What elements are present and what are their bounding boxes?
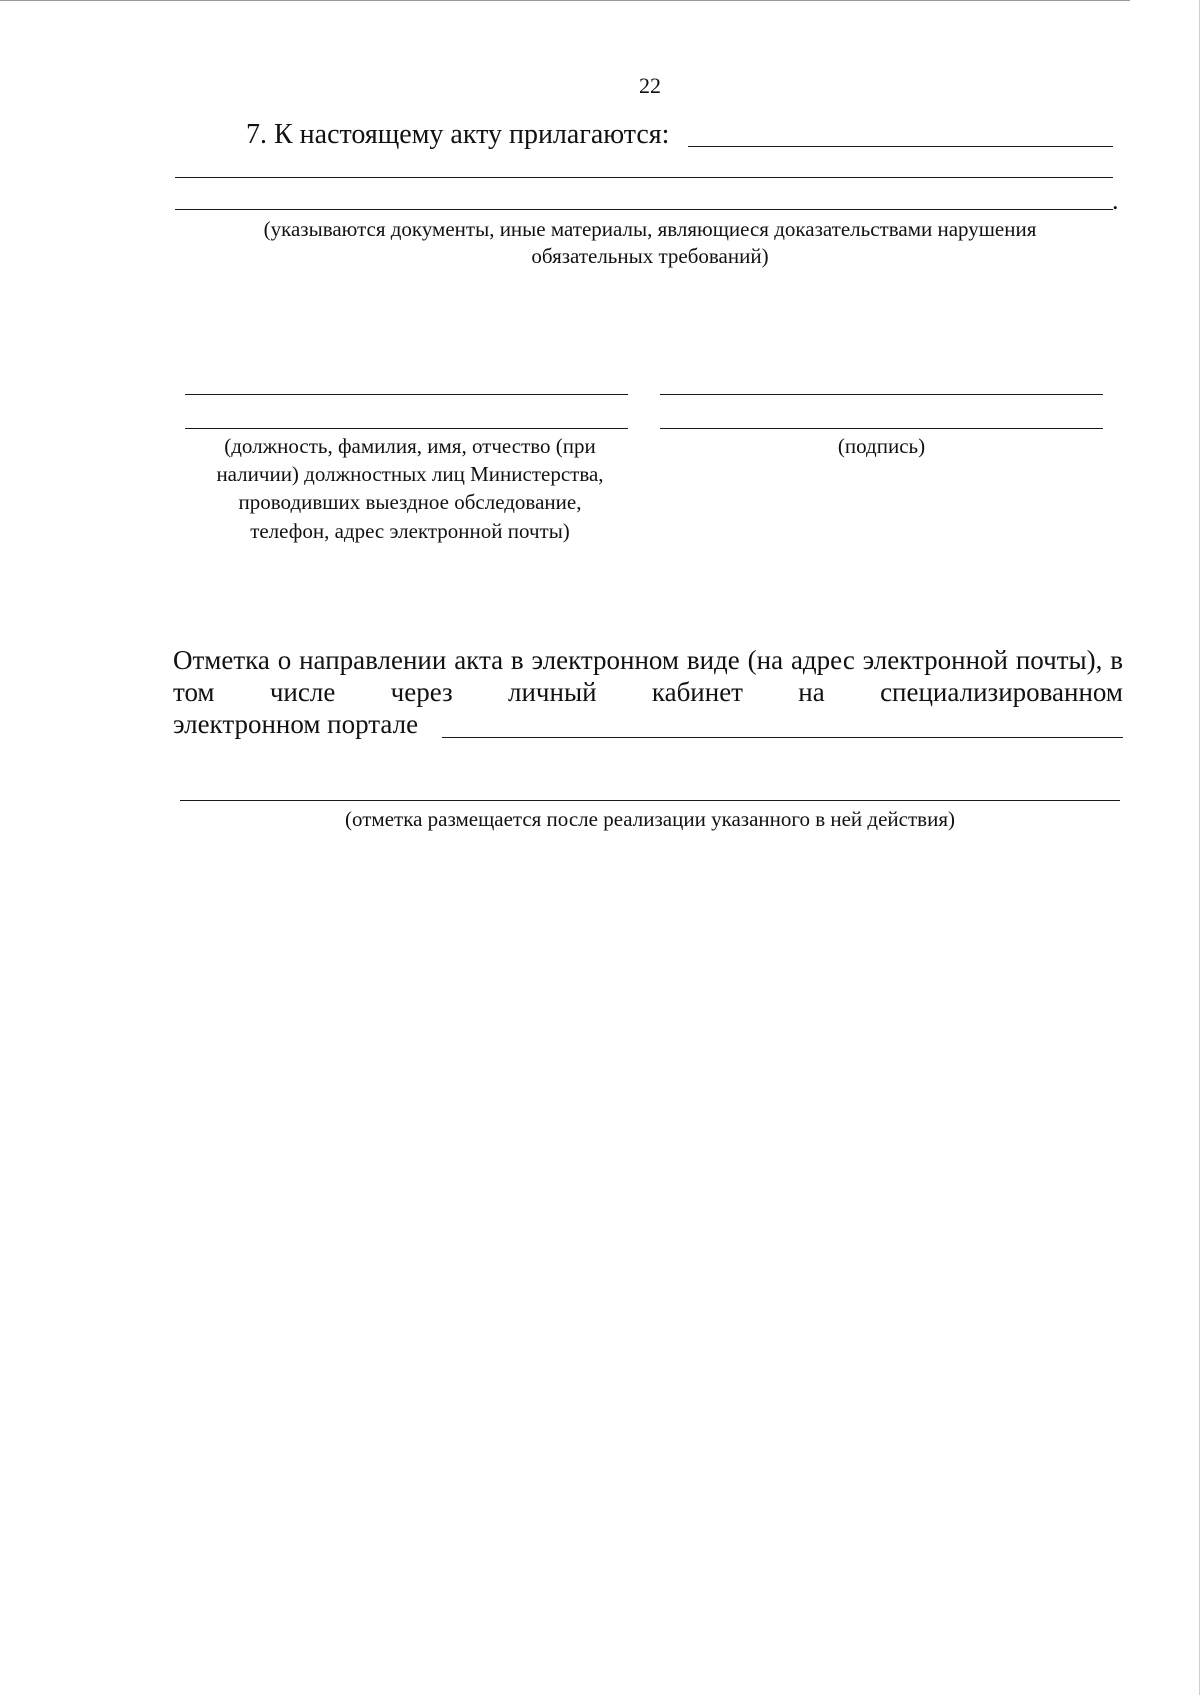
electronic-notice-second-line xyxy=(180,800,1120,801)
officials-caption-line-1: (должность, фамилия, имя, отчество (при xyxy=(224,434,596,458)
attachments-caption-line-2: обязательных требований) xyxy=(531,244,769,268)
attachments-heading: 7. К настоящему акту прилагаются: xyxy=(246,119,670,150)
electronic-notice-fill-line xyxy=(442,737,1123,738)
signature-line-1 xyxy=(660,394,1103,395)
attachments-fill-line-1 xyxy=(688,146,1113,147)
attachments-fill-line-2 xyxy=(175,177,1113,178)
electronic-notice-caption: (отметка размещается после реализации указанного в ней действия) xyxy=(345,807,955,831)
officials-caption-line-4: телефон, адрес электронной почты) xyxy=(250,519,570,543)
attachments-caption-line-1: (указываются документы, иные материалы, являющиеся доказательствами нарушения xyxy=(263,217,1037,241)
officials-line-2 xyxy=(185,428,628,429)
page-number: 22 xyxy=(639,73,661,98)
attachments-end-mark: . xyxy=(1112,186,1119,215)
officials-caption-line-3: проводивших выездное обследование, xyxy=(238,490,582,514)
officials-line-1 xyxy=(185,394,628,395)
signature-line-2 xyxy=(660,428,1103,429)
attachments-fill-line-3 xyxy=(175,209,1113,210)
signature-caption: (подпись) xyxy=(837,434,926,458)
electronic-notice-text-end: электронном портале xyxy=(173,709,419,739)
page-top-edge xyxy=(0,0,1130,1)
electronic-notice-text: Отметка о направлении акта в электронном виде (на адрес электронной почты), в том числе через личный кабинет на специализированном xyxy=(173,645,1123,707)
officials-caption-line-2: наличии) должностных лиц Министерства, xyxy=(216,462,604,486)
